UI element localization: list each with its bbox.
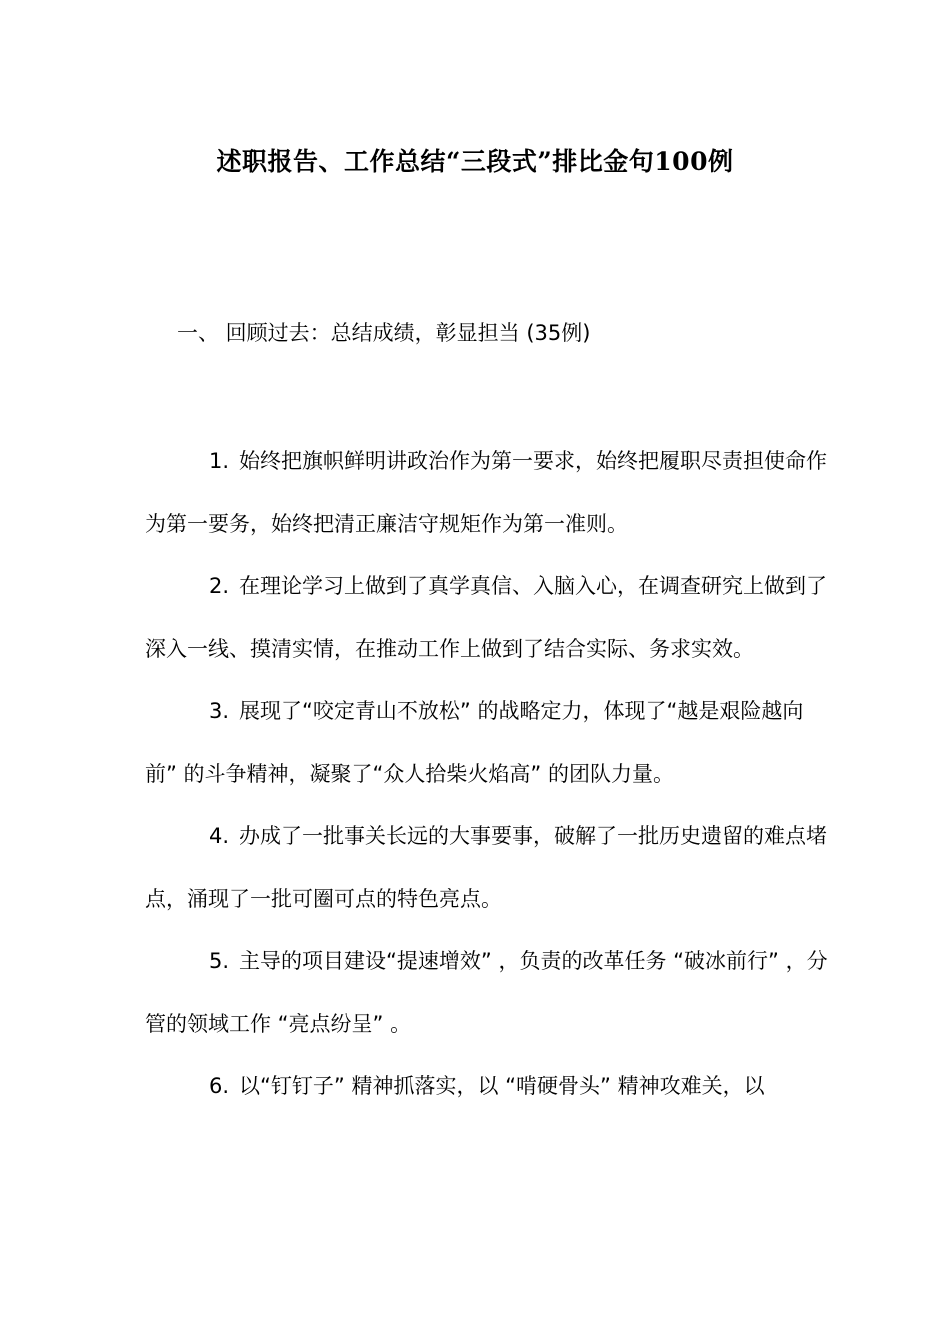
- item-number: 1.: [209, 449, 230, 473]
- item-number: 5.: [209, 949, 230, 973]
- list-item: [145, 555, 835, 680]
- item-number: 6.: [209, 1074, 230, 1098]
- body-text: [145, 430, 835, 1118]
- item-number: 4.: [209, 824, 230, 848]
- item-text: 在理论学习上做到了真学真信、入脑入心，在调查研究上做到了深入一线、摸清实情，在推动工作上做到了结合实际、务求实效。: [145, 574, 828, 661]
- item-text: 展现了“咬定青山不放松” 的战略定力，体现了“越是艰险越向前” 的斗争精神，凝聚了“众人拾柴火焰高” 的团队力量。: [145, 699, 804, 786]
- item-number: 2.: [209, 574, 230, 598]
- item-text: 始终把旗帜鲜明讲政治作为第一要求，始终把履职尽责担使命作为第一要务，始终把清正廉洁守规矩作为第一准则。: [145, 449, 828, 536]
- item-text: 以“钉钉子” 精神抓落实，以 “啃硬骨头” 精神攻难关，以: [239, 1074, 765, 1098]
- list-item: [145, 805, 835, 930]
- list-item: [145, 430, 835, 555]
- list-item: [145, 1055, 835, 1118]
- list-item: [145, 680, 835, 805]
- section-heading: 一、 回顾过去：总结成绩，彰显担当 (35例): [177, 321, 591, 345]
- item-number: 3.: [209, 699, 230, 723]
- item-text: 主导的项目建设“提速增效” ，负责的改革任务 “破冰前行” ，分管的领域工作 “亮点纷呈” 。: [145, 949, 828, 1036]
- item-text: 办成了一批事关长远的大事要事，破解了一批历史遗留的难点堵点，涌现了一批可圈可点的特色亮点。: [145, 824, 828, 911]
- document-title: 述职报告、工作总结“三段式”排比金句100例: [216, 147, 734, 176]
- list-item: [145, 930, 835, 1055]
